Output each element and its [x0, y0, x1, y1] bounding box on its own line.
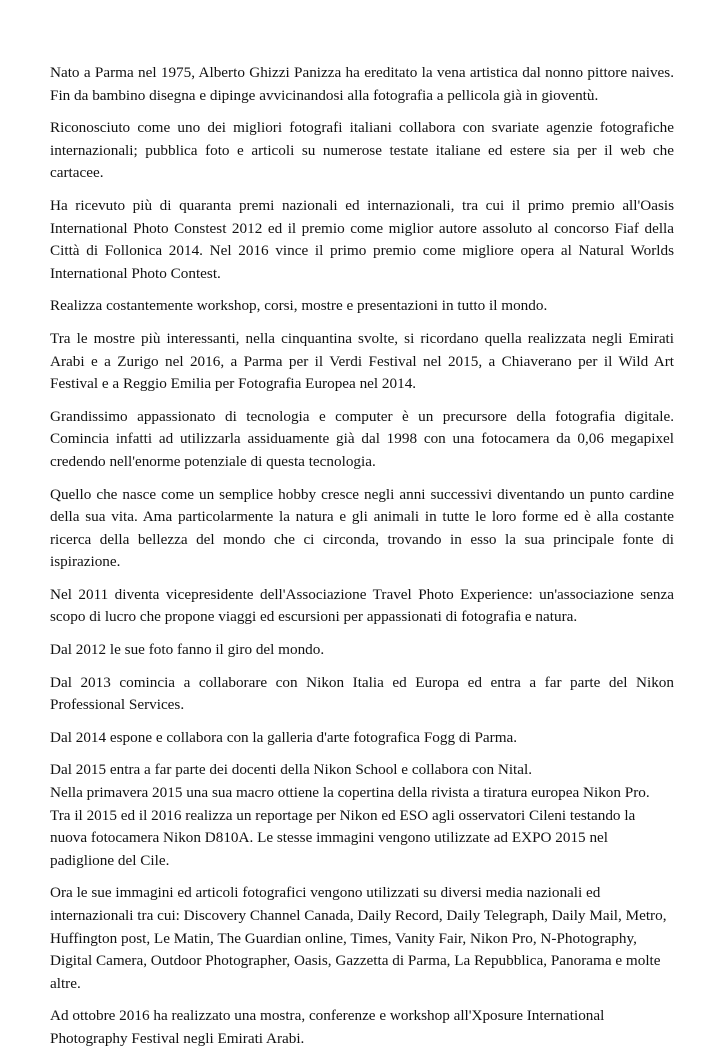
paragraph-exhibitions: Tra le mostre più interessanti, nella cinquantina svolte, si ricordano quella realizzata negli Emirati Arabi e a Zurigo nel 2016, a Parma per il Verdi Festival nel 2015, a Chiaverano per il Wild Art Festival e a Reggio Emilia per Fotografia Europea nel 2014.: [50, 329, 674, 393]
paragraph-2012: Dal 2012 le sue foto fanno il giro del mondo.: [50, 641, 325, 659]
paragraph-association: Nel 2011 diventa vicepresidente dell'Associazione Travel Photo Experience: un'associazione senza scopo di lucro che propone viaggi ed escursioni per appassionati di fotografia e natura.: [50, 585, 674, 626]
paragraph-xposure: Ad ottobre 2016 ha realizzato una mostra, conferenze e workshop all'Xposure International Photography Festival negli Emirati Arabi.: [50, 1007, 605, 1047]
line-2015-nikon-school: Dal 2015 entra a far parte dei docenti della Nikon School e collabora con Nital.: [50, 761, 533, 779]
paragraph-workshops: Realizza costantemente workshop, corsi, mostre e presentazioni in tutto il mondo.: [50, 297, 548, 315]
paragraph-2013: Dal 2013 comincia a collaborare con Nikon Italia ed Europa ed entra a far parte del Nikon Professional Services.: [50, 673, 674, 714]
paragraph-awards: Ha ricevuto più di quaranta premi nazionali ed internazionali, tra cui il primo premio all'Oasis International Photo Constest 2012 ed il premio come miglior autore assoluto al concorso Fiaf della Città di Follonica 2014. Nel 2016 vince il primo premio come migliore opera al Natural Worlds International Photo Contest.: [50, 196, 674, 282]
document-page: [50, 62, 674, 1061]
paragraph-technology: Grandissimo appassionato di tecnologia e computer è un precursore della fotografia digitale. Comincia infatti ad utilizzarla assiduamente già dal 1998 con una fotocamera da 0,06 megapixel credendo nell'enorme potenziale di questa tecnologia.: [50, 407, 674, 470]
line-2015-reportage: Tra il 2015 ed il 2016 realizza un reportage per Nikon ed ESO agli osservatori Cileni testando la nuova fotocamera Nikon D810A. Le stesse immagini vengono utilizzate ad EXPO 2015 nel padiglione del Cile.: [50, 806, 636, 869]
paragraph-2015-block: [50, 759, 674, 872]
paragraph-recognition: Riconosciuto come uno dei migliori fotografi italiani collabora con svariate agenzie fotografiche internazionali; pubblica foto e articoli su numerose testate italiane ed estere sia per il web che cartacee.: [50, 119, 674, 182]
line-2015-cover: Nella primavera 2015 una sua macro ottiene la copertina della rivista a tiratura europea Nikon Pro.: [50, 784, 650, 802]
paragraph-2014: Dal 2014 espone e collabora con la galleria d'arte fotografica Fogg di Parma.: [50, 728, 518, 746]
paragraph-media: Ora le sue immagini ed articoli fotografici vengono utilizzati su diversi media nazionali ed internazionali tra cui: Discovery Channel Canada, Daily Record, Daily Telegraph, Daily Mail, Metro, Huffington post, Le Matin, The Guardian online, Times, Vanity Fair, Nikon Pro, N-Photography, Digital Camera, Outdoor Photographer, Oasis, Gazzetta di Parma, La Repubblica, Panorama e molte altre.: [50, 884, 667, 992]
paragraph-birth: Nato a Parma nel 1975, Alberto Ghizzi Panizza ha ereditato la vena artistica dal nonno pittore naives. Fin da bambino disegna e dipinge avvicinandosi alla fotografia a pellicola già in gioventù.: [50, 64, 674, 104]
paragraph-hobby: Quello che nasce come un semplice hobby cresce negli anni successivi diventando un punto cardine della sua vita. Ama particolarmente la natura e gli animali in tutte le loro forme ed è alla costante ricerca della bellezza del mondo che ci circonda, trovando in esso la sua principale fonte di ispirazione.: [50, 485, 674, 571]
